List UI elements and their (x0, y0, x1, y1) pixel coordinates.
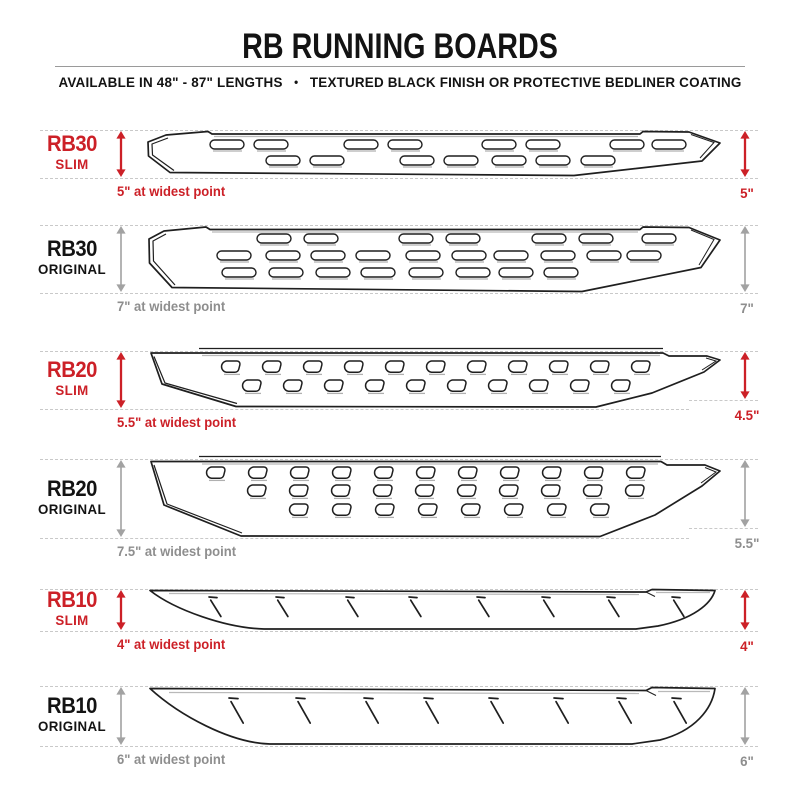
dimension-dashed-line-bottom (40, 293, 758, 294)
widest-point-label: 5.5" at widest point (117, 414, 237, 430)
height-arrow-left (114, 460, 128, 537)
variant-name: SLIM (55, 382, 89, 398)
board-label (16, 238, 128, 277)
page-title: RB RUNNING BOARDS (242, 27, 558, 66)
model-name: RB20 (47, 476, 97, 501)
board-label (16, 695, 128, 734)
variant-name: SLIM (55, 612, 89, 628)
model-name: RB30 (47, 236, 97, 261)
board-drawing (144, 589, 722, 631)
board-drawing (144, 130, 722, 178)
board-drawing (144, 686, 722, 746)
height-label: 5.5" (734, 535, 760, 551)
dimension-dashed-line-bottom (40, 538, 689, 539)
height-label: 4.5" (734, 407, 760, 423)
board-drawing (144, 225, 722, 293)
dimension-dashed-line-bottom (40, 631, 758, 632)
height-label: 4" (740, 638, 754, 654)
height-arrow-left (114, 687, 128, 745)
board-drawing (144, 351, 722, 409)
variant-name: ORIGINAL (37, 261, 107, 277)
variant-name: ORIGINAL (37, 718, 107, 734)
height-arrow-right (738, 460, 752, 527)
model-name: RB10 (47, 587, 97, 612)
height-label: 7" (740, 300, 754, 316)
widest-point-label: 5" at widest point (117, 183, 226, 199)
page-subtitle (16, 74, 784, 90)
board-label (16, 478, 128, 517)
board-label (16, 359, 128, 398)
header-divider (55, 66, 745, 67)
height-arrow-right (738, 226, 752, 292)
widest-point-label: 7.5" at widest point (117, 543, 237, 559)
subtitle-finish: TEXTURED BLACK FINISH OR PROTECTIVE BEDLINER COATING (309, 74, 742, 90)
subtitle-lengths: AVAILABLE IN 48" - 87" LENGTHS (58, 74, 283, 90)
variant-name: SLIM (55, 156, 89, 172)
height-arrow-left (114, 226, 128, 292)
subtitle-bullet: • (294, 75, 299, 89)
height-label: 5" (740, 185, 754, 201)
dimension-dashed-line-bottom (40, 746, 758, 747)
height-arrow-right (738, 352, 752, 399)
height-arrow-right (738, 131, 752, 177)
board-label (16, 589, 128, 628)
height-arrow-right (738, 590, 752, 630)
board-label (16, 133, 128, 172)
model-name: RB30 (47, 131, 97, 156)
variant-name: ORIGINAL (37, 501, 107, 517)
height-arrow-left (114, 131, 128, 177)
height-arrow-left (114, 352, 128, 408)
widest-point-label: 6" at widest point (117, 751, 226, 767)
height-arrow-right (738, 687, 752, 745)
widest-point-label: 7" at widest point (117, 298, 226, 314)
height-label: 6" (740, 753, 754, 769)
model-name: RB10 (47, 693, 97, 718)
board-drawing (144, 459, 722, 538)
model-name: RB20 (47, 357, 97, 382)
dimension-dashed-line-bottom (40, 178, 758, 179)
widest-point-label: 4" at widest point (117, 636, 226, 652)
height-arrow-left (114, 590, 128, 630)
dimension-dashed-line-bottom (40, 409, 689, 410)
